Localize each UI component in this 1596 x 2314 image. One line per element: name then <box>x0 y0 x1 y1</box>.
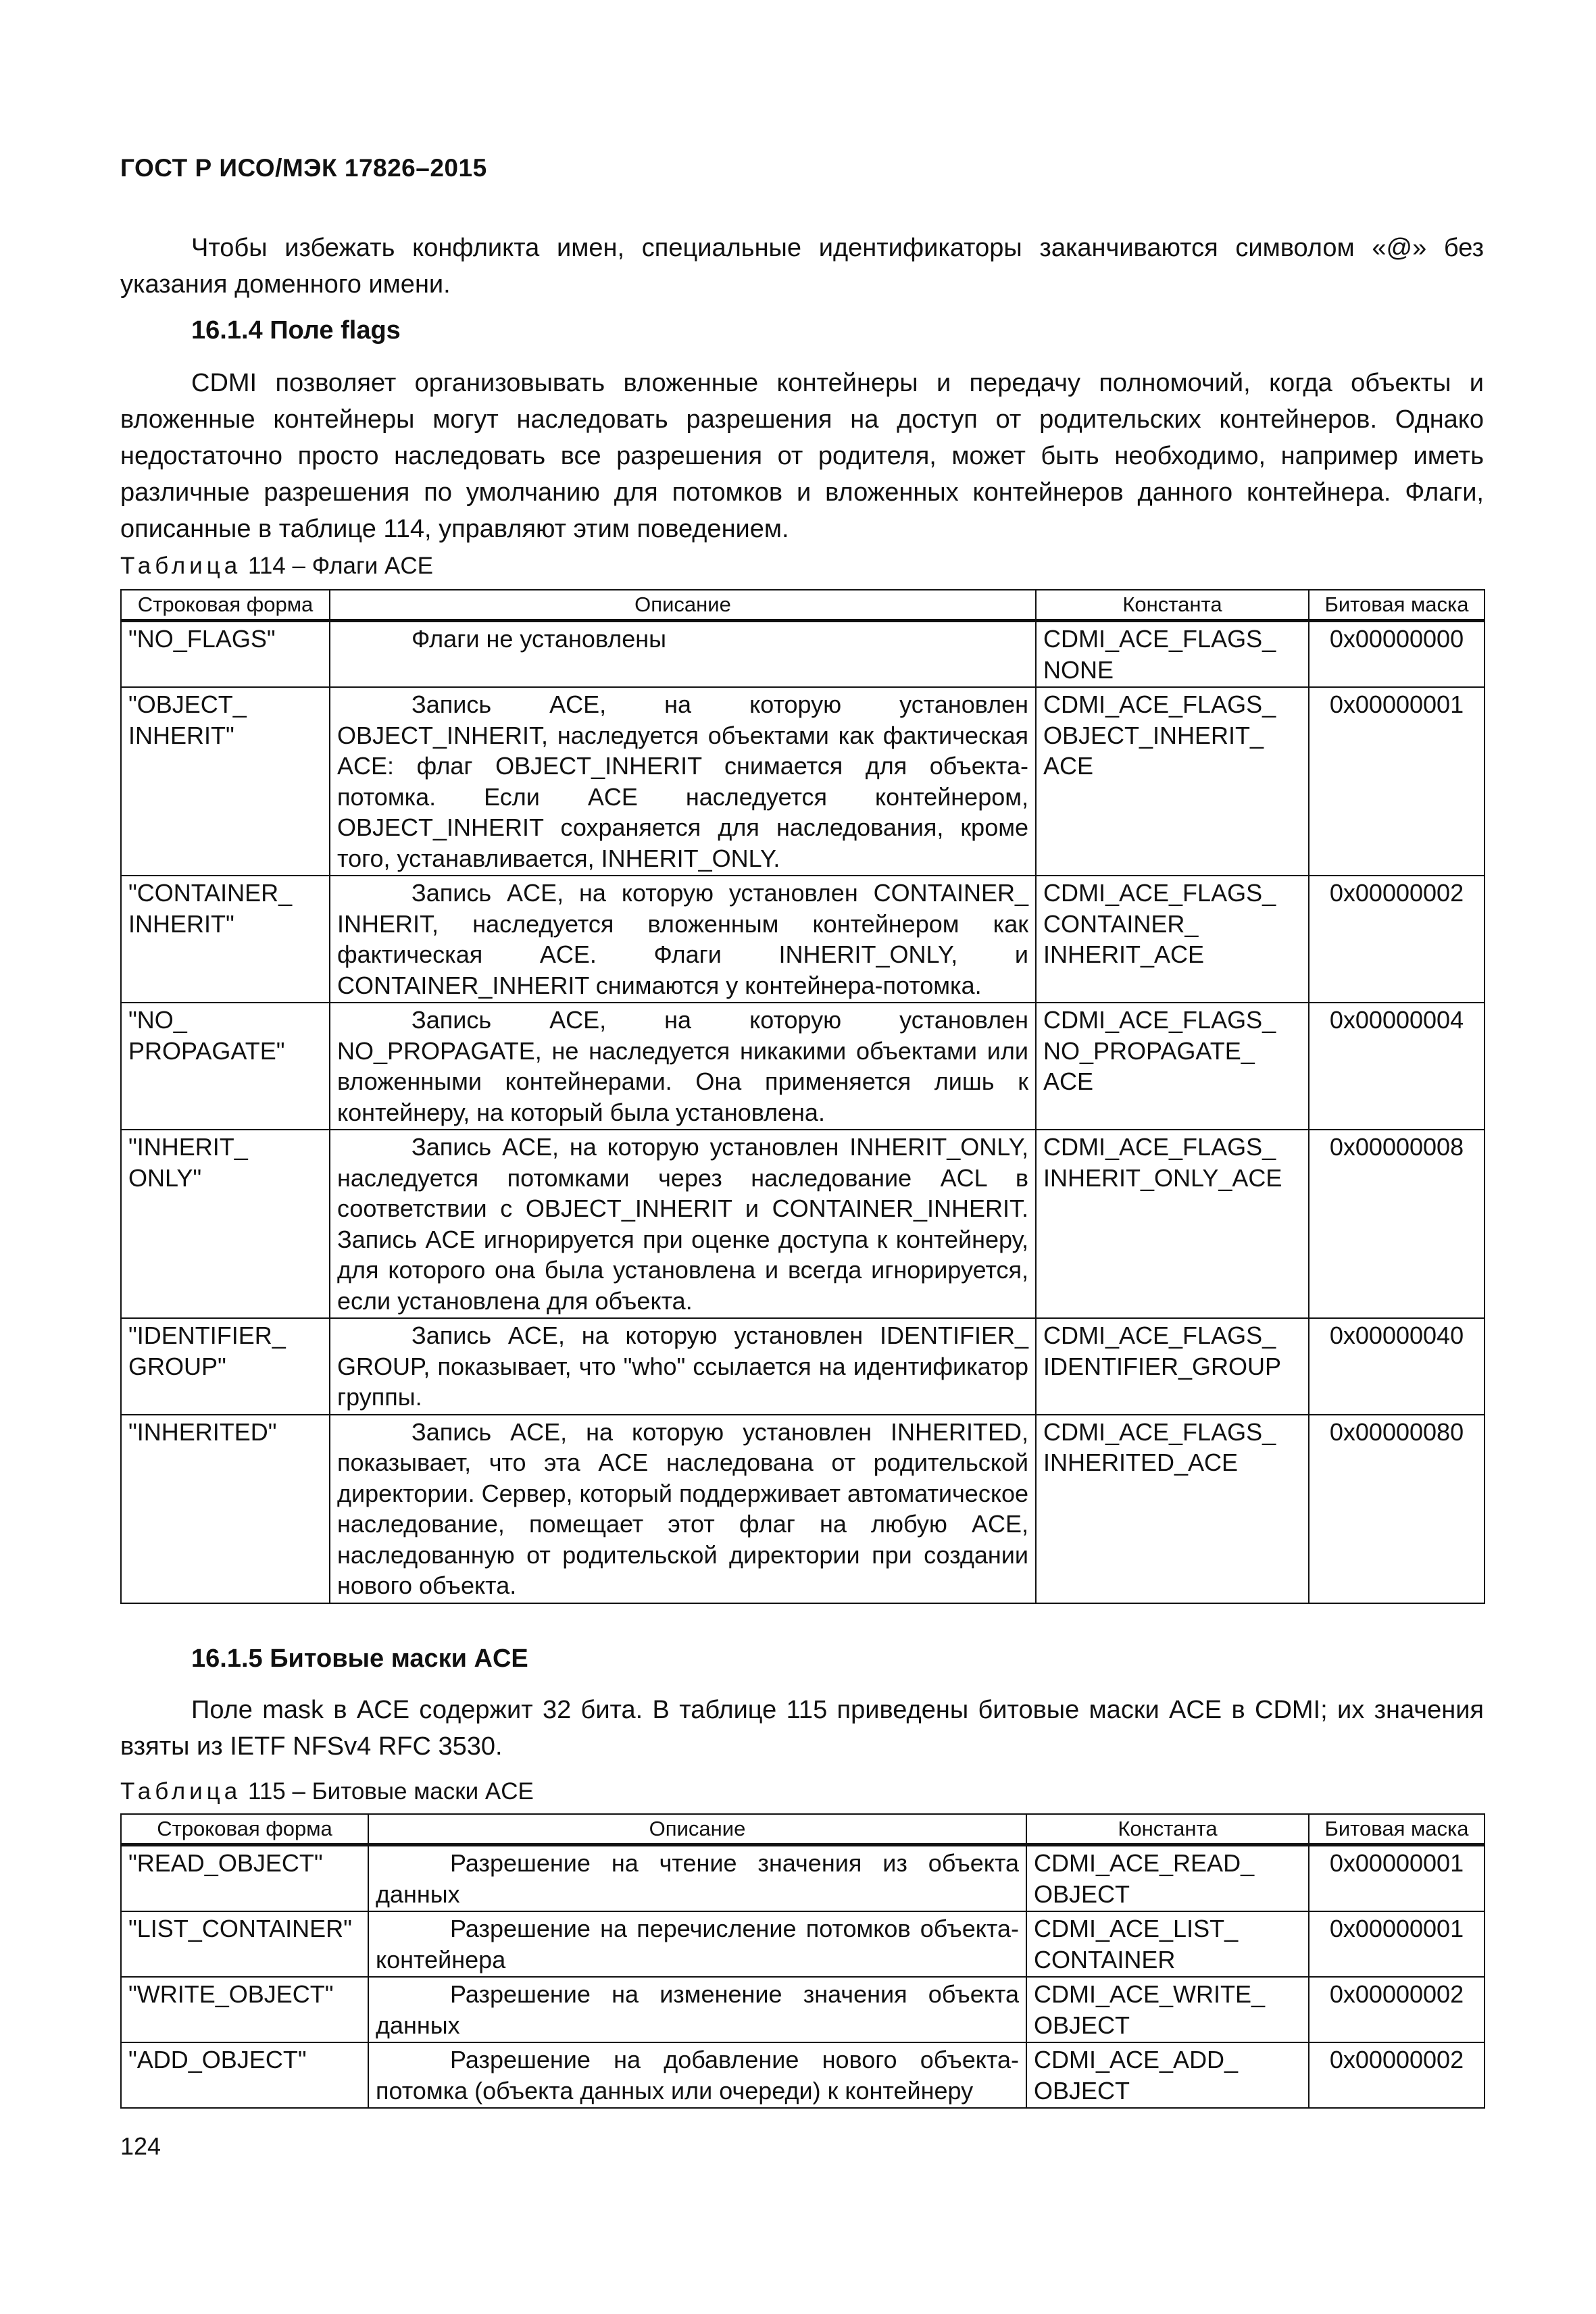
table-115-caption-title: 115 – Битовые маски ACE <box>247 1778 534 1805</box>
section-heading-16-1-5: 16.1.5 Битовые маски ACE <box>191 1644 528 1673</box>
page-header: ГОСТ Р ИСО/МЭК 17826–2015 <box>120 154 487 182</box>
description-text: Флаги не установлены <box>412 625 667 653</box>
column-header: Битовая маска <box>1309 1814 1485 1845</box>
description-text: Разрешение на добавление нового объекта-потомка (объекта данных или очереди) к контейнеру <box>376 2046 1019 2105</box>
constant-cell: CDMI_ACE_FLAGS_ INHERIT_ONLY_ACE <box>1036 1130 1309 1318</box>
section-16-1-4-paragraph-text: CDMI позволяет организовывать вложенные контейнеры и передачу полномочий, когда объекты и вложенные контейнеры могут наследовать разрешения на доступ от родительских контейнеров. Однако недостаточно просто наследовать все разрешения от родителя, может быть необходимо, например иметь различные разрешения по умолчанию для потомков и вложенных контейнеров данного контейнера. Флаги, описанные в таблице 114, управляют этим поведением. <box>120 369 1484 543</box>
bitmask-cell: 0x00000001 <box>1309 687 1485 876</box>
description-text: Разрешение на чтение значения из объекта данных <box>376 1849 1019 1908</box>
bitmask-cell: 0x00000002 <box>1309 1977 1485 2042</box>
bitmask-cell: 0x00000001 <box>1309 1845 1485 1912</box>
table-114-header-row <box>121 590 1485 621</box>
description-cell <box>330 1415 1036 1603</box>
string-form-cell: "CONTAINER_ INHERIT" <box>121 876 330 1003</box>
constant-cell: CDMI_ACE_ADD_ OBJECT <box>1026 2042 1309 2108</box>
table-row <box>121 1318 1485 1415</box>
string-form-cell: "NO_FLAGS" <box>121 621 330 688</box>
description-cell <box>368 1977 1026 2042</box>
table-114-caption <box>120 553 433 580</box>
constant-cell: CDMI_ACE_WRITE_ OBJECT <box>1026 1977 1309 2042</box>
string-form-cell: "NO_ PROPAGATE" <box>121 1003 330 1130</box>
string-form-cell: "INHERIT_ ONLY" <box>121 1130 330 1318</box>
table-114-caption-title: 114 – Флаги ACE <box>247 553 434 579</box>
column-header: Константа <box>1036 590 1309 621</box>
bitmask-cell: 0x00000040 <box>1309 1318 1485 1415</box>
bitmask-cell: 0x00000080 <box>1309 1415 1485 1603</box>
column-header: Описание <box>330 590 1036 621</box>
string-form-cell: "WRITE_OBJECT" <box>121 1977 368 2042</box>
table-114 <box>120 589 1485 1604</box>
table-row <box>121 1911 1485 1977</box>
constant-cell: CDMI_ACE_LIST_ CONTAINER <box>1026 1911 1309 1977</box>
column-header: Строковая форма <box>121 590 330 621</box>
table-row <box>121 2042 1485 2108</box>
description-text: Запись ACE, на которую установлен OBJECT_INHERIT, наследуется объектами как фактическая ACE: флаг OBJECT_INHERIT снимается для объекта-потомка. Если ACE наследуется контейнером, OBJECT_INHERIT сохраняется для наследования, кроме того, устанавливается, INHERIT_ONLY. <box>337 690 1028 872</box>
table-row <box>121 687 1485 876</box>
description-text: Разрешение на изменение значения объекта данных <box>376 1980 1019 2039</box>
section-heading-16-1-4: 16.1.4 Поле flags <box>191 316 401 345</box>
constant-cell: CDMI_ACE_FLAGS_ OBJECT_INHERIT_ ACE <box>1036 687 1309 876</box>
string-form-cell: "OBJECT_ INHERIT" <box>121 687 330 876</box>
description-cell <box>330 1318 1036 1415</box>
constant-cell: CDMI_ACE_FLAGS_ INHERITED_ACE <box>1036 1415 1309 1603</box>
description-text: Запись ACE, на которую установлен CONTAINER_ INHERIT, наследуется вложенным контейнером как фактическая ACE. Флаги INHERIT_ONLY, и CONTAINER_INHERIT снимаются у контейнера-потомка. <box>337 879 1028 999</box>
table-row <box>121 1977 1485 2042</box>
description-cell <box>330 1003 1036 1130</box>
table-row <box>121 1003 1485 1130</box>
column-header: Строковая форма <box>121 1814 368 1845</box>
description-text: Запись ACE, на которую установлен INHERITED, показывает, что эта ACE наследована от родительской директории. Сервер, который поддерживает автоматическое наследование, помещает этот флаг на любую ACE, наследованную от родительской директории при создании нового объекта. <box>337 1417 1029 1599</box>
table-115-caption <box>120 1778 534 1805</box>
column-header: Константа <box>1026 1814 1309 1845</box>
table-row <box>121 621 1485 688</box>
description-text: Запись ACE, на которую установлен IDENTIFIER_ GROUP, показывает, что "who" ссылается на идентификатор группы. <box>337 1322 1028 1411</box>
section-16-1-5-paragraph-text: Поле mask в ACE содержит 32 бита. В таблице 115 приведены битовые маски ACE в CDMI; их значения взяты из IETF NFSv4 RFC 3530. <box>120 1696 1484 1761</box>
bitmask-cell: 0x00000002 <box>1309 876 1485 1003</box>
string-form-cell: "INHERITED" <box>121 1415 330 1603</box>
table-115-header-row <box>121 1814 1485 1845</box>
column-header: Описание <box>368 1814 1026 1845</box>
description-cell <box>330 621 1036 688</box>
bitmask-cell: 0x00000004 <box>1309 1003 1485 1130</box>
string-form-cell: "READ_OBJECT" <box>121 1845 368 1912</box>
description-cell <box>330 1130 1036 1318</box>
description-cell <box>368 1911 1026 1977</box>
intro-paragraph <box>120 230 1484 303</box>
table-row <box>121 1130 1485 1318</box>
description-text: Запись ACE, на которую установлен INHERIT_ONLY, наследуется потомками через наследование ACL в соответствии с OBJECT_INHERIT и CONTAINER_INHERIT. Запись ACE игнорируется при оценке доступа к контейнеру, для которого она была установлена и всегда игнорируется, если установлена для объекта. <box>337 1133 1028 1315</box>
constant-cell: CDMI_ACE_FLAGS_ CONTAINER_ INHERIT_ACE <box>1036 876 1309 1003</box>
column-header: Битовая маска <box>1309 590 1485 621</box>
table-115-caption-word: Таблица <box>120 1778 242 1805</box>
section-16-1-5-paragraph <box>120 1692 1484 1765</box>
string-form-cell: "ADD_OBJECT" <box>121 2042 368 2108</box>
table-row <box>121 876 1485 1003</box>
table-115 <box>120 1813 1485 2109</box>
description-cell <box>330 687 1036 876</box>
table-row <box>121 1415 1485 1603</box>
bitmask-cell: 0x00000000 <box>1309 621 1485 688</box>
table-114-caption-word: Таблица <box>120 553 242 579</box>
description-cell <box>330 876 1036 1003</box>
intro-paragraph-text: Чтобы избежать конфликта имен, специальные идентификаторы заканчиваются символом «@» без указания доменного имени. <box>120 234 1484 299</box>
page-number: 124 <box>120 2132 161 2160</box>
bitmask-cell: 0x00000002 <box>1309 2042 1485 2108</box>
constant-cell: CDMI_ACE_FLAGS_ NO_PROPAGATE_ ACE <box>1036 1003 1309 1130</box>
description-text: Запись ACE, на которую установлен NO_PROPAGATE, не наследуется никакими объектами или вложенными контейнерами. Она применяется лишь к контейнеру, на который была установлена. <box>337 1006 1028 1126</box>
bitmask-cell: 0x00000001 <box>1309 1911 1485 1977</box>
string-form-cell: "LIST_CONTAINER" <box>121 1911 368 1977</box>
description-cell <box>368 2042 1026 2108</box>
description-text: Разрешение на перечисление потомков объекта-контейнера <box>376 1915 1019 1973</box>
section-16-1-4-paragraph <box>120 365 1484 547</box>
constant-cell: CDMI_ACE_FLAGS_ IDENTIFIER_GROUP <box>1036 1318 1309 1415</box>
bitmask-cell: 0x00000008 <box>1309 1130 1485 1318</box>
constant-cell: CDMI_ACE_FLAGS_ NONE <box>1036 621 1309 688</box>
table-row <box>121 1845 1485 1912</box>
constant-cell: CDMI_ACE_READ_ OBJECT <box>1026 1845 1309 1912</box>
string-form-cell: "IDENTIFIER_ GROUP" <box>121 1318 330 1415</box>
description-cell <box>368 1845 1026 1912</box>
